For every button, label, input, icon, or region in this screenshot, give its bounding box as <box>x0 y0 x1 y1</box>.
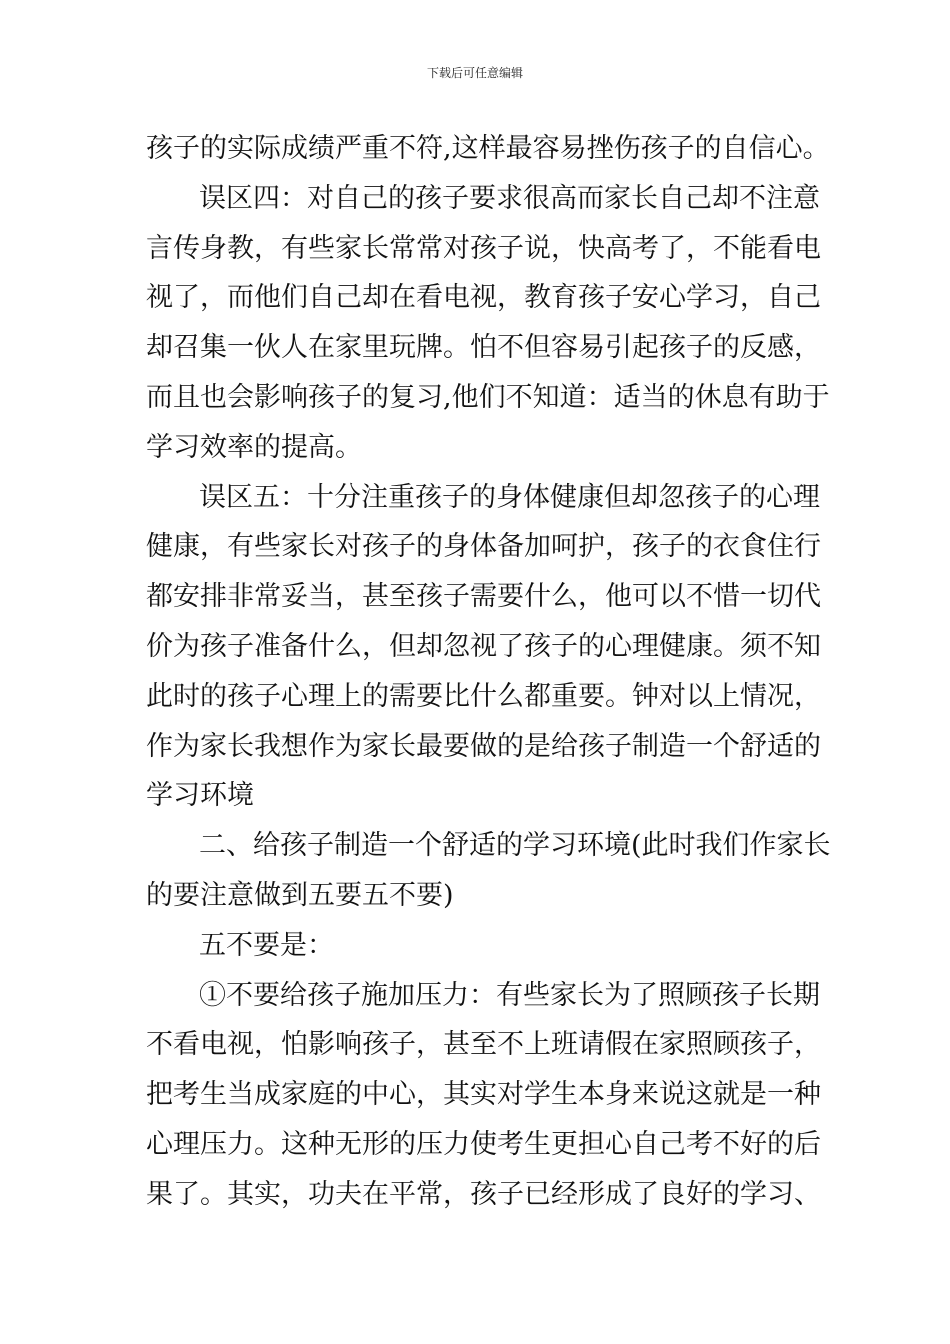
text-line: 学习效率的提高。 <box>146 431 362 463</box>
text-line: 不看电视，怕影响孩子，甚至不上班请假在家照顾孩子， <box>146 1029 821 1061</box>
text-line: 作为家长我想作为家长最要做的是给孩子制造一个舒适的 <box>146 730 821 762</box>
section-heading-two: 二、给孩子制造一个舒适的学习环境(此时我们作家长 <box>199 830 831 862</box>
text-line: 心理压力。这种无形的压力使考生更担心自己考不好的后 <box>146 1128 821 1160</box>
text-line: 而且也会影响孩子的复习,他们不知道：适当的休息有助于 <box>146 381 830 413</box>
text-line: 此时的孩子心理上的需要比什么都重要。钟对以上情况， <box>146 680 821 712</box>
paragraph-heading-pitfall-four: 误区四：对自己的孩子要求很高而家长自己却不注意 <box>199 182 820 214</box>
text-line: 的要注意做到五要五不要) <box>146 879 454 911</box>
text-line: 价为孩子准备什么，但却忽视了孩子的心理健康。须不知 <box>146 630 821 662</box>
list-item-one: ①不要给孩子施加压力：有些家长为了照顾孩子长期 <box>199 979 820 1011</box>
page-header: 下载后可任意编辑 <box>426 66 523 80</box>
list-heading-five-donts: 五不要是： <box>199 929 334 961</box>
text-line: 视了，而他们自己却在看电视，教育孩子安心学习，自己 <box>146 282 821 314</box>
paragraph-heading-pitfall-five: 误区五：十分注重孩子的身体健康但却忽孩子的心理 <box>199 481 820 513</box>
body-text <box>146 124 831 1220</box>
text-line: 却召集一伙人在家里玩牌。怕不但容易引起孩子的反感， <box>146 332 821 364</box>
text-line: 孩子的实际成绩严重不符,这样最容易挫伤孩子的自信心。 <box>146 133 830 164</box>
text-line: 果了。其实，功夫在平常，孩子已经形成了良好的学习、 <box>146 1178 821 1210</box>
text-line: 言传身教，有些家长常常对孩子说，快高考了，不能看电 <box>146 232 821 264</box>
text-line: 都安排非常妥当，甚至孩子需要什么，他可以不惜一切代 <box>146 581 821 613</box>
text-line: 把考生当成家庭的中心，其实对学生本身来说这就是一种 <box>146 1079 821 1111</box>
text-line: 健康，有些家长对孩子的身体备加呵护，孩子的衣食住行 <box>146 531 821 563</box>
text-line: 学习环境 <box>146 780 254 812</box>
